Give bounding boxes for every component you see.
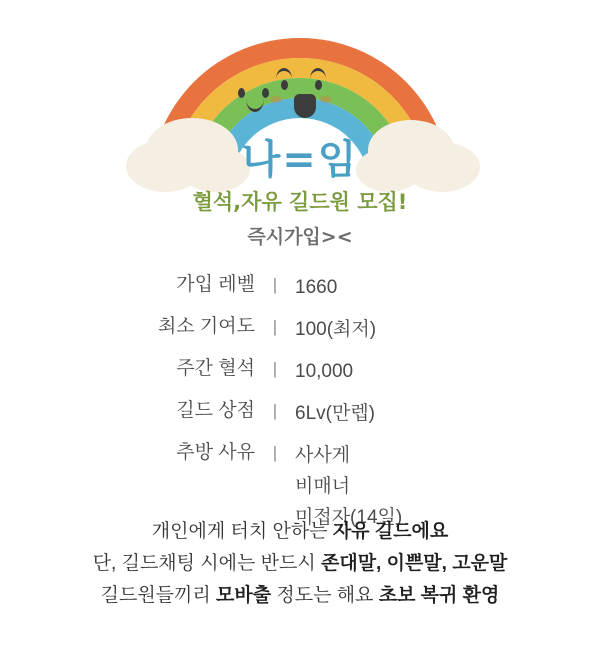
spec-value: 사사게 <box>295 445 351 466</box>
banner-subline: 즉시가입>< <box>247 226 353 248</box>
note-line <box>0 548 600 580</box>
spec-separator: | <box>272 443 278 462</box>
spec-separator: | <box>272 401 278 420</box>
eye-icon <box>315 80 322 90</box>
spec-value: 100(최저) <box>295 319 377 340</box>
notes <box>0 516 600 612</box>
spec-separator: | <box>272 275 278 294</box>
blush-icon <box>320 96 332 103</box>
spec-row <box>0 314 600 345</box>
spec-values <box>281 398 471 429</box>
spec-values <box>281 314 471 345</box>
banner <box>0 0 600 262</box>
spec-label: 최소 기여도 <box>157 316 255 337</box>
banner-headline: 혈석,자유 길드원 모집! <box>192 190 408 214</box>
spec-values <box>281 272 471 303</box>
eye-icon <box>238 88 245 98</box>
eyebrow-icon <box>276 68 292 79</box>
spec-row <box>0 398 600 429</box>
spec-value: 6Lv(만렙) <box>295 403 375 424</box>
eye-icon <box>281 80 288 90</box>
spec-label: 추방 사유 <box>176 442 255 463</box>
rainbow-face-large <box>270 68 350 128</box>
spec-values <box>281 356 471 387</box>
spec-separator: | <box>272 317 278 336</box>
note-emphasis: 모바출 <box>216 585 272 606</box>
blush-icon <box>270 96 282 103</box>
spec-label: 주간 혈석 <box>176 358 255 379</box>
spec-value: 비매너 <box>295 476 351 497</box>
note-text: 단, 길드채팅 시에는 반드시 <box>92 553 321 574</box>
spec-list <box>0 272 600 544</box>
note-text: 개인에게 터치 안하는 <box>151 521 333 542</box>
note-line <box>0 580 600 612</box>
note-emphasis: 초보 복귀 환영 <box>378 585 500 606</box>
eye-icon <box>262 88 269 98</box>
eyebrow-icon <box>310 68 326 79</box>
guild-name: 나=임 <box>241 137 359 183</box>
note-emphasis: 자유 길드에요 <box>332 521 449 542</box>
spec-label: 가입 레벨 <box>176 274 255 295</box>
spec-value: 10,000 <box>295 361 354 382</box>
spec-value: 미접자(14일) <box>295 507 403 528</box>
note-emphasis: 존대말, 이쁜말, 고운말 <box>320 553 508 574</box>
spec-row <box>0 356 600 387</box>
note-line <box>0 516 600 548</box>
open-mouth-icon <box>294 94 316 118</box>
spec-label: 길드 상점 <box>176 400 255 421</box>
spec-value: 1660 <box>295 277 338 298</box>
spec-row <box>0 272 600 303</box>
spec-separator: | <box>272 359 278 378</box>
note-text: 길드원들끼리 <box>100 585 217 606</box>
smile-mouth-icon <box>246 99 264 112</box>
note-text: 정도는 해요 <box>271 585 379 606</box>
